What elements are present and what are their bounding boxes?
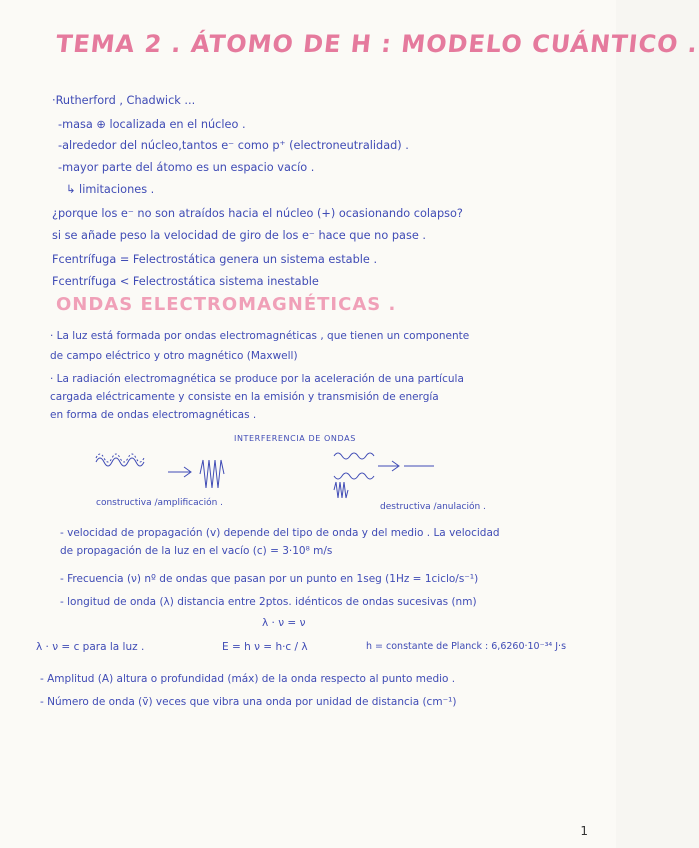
page-title: TEMA 2 . ÁTOMO DE H : MODELO CUÁNTICO . — [54, 30, 699, 58]
bullet-line: - velocidad de propagación (v) depende del tipo de onda y del medio . La velocidad — [60, 527, 500, 539]
paragraph-line: de campo eléctrico y otro magnético (Maxwell) — [50, 350, 298, 362]
force-line: Fcentrífuga = Felectrostática genera un sistema estable . — [52, 253, 378, 266]
formula-mid: E = h ν = h·c / λ — [222, 641, 308, 653]
bullet-line: ↳ limitaciones . — [66, 183, 155, 196]
bullet-line: - Amplitud (A) altura o profundidad (máx) de la onda respecto al punto medio . — [40, 673, 456, 685]
formula-right: h = constante de Planck : 6,6260·10⁻³⁴ J·s — [366, 641, 567, 652]
intro-line: ·Rutherford , Chadwick ... — [52, 94, 196, 107]
bullet-line: -masa ⊕ localizada en el núcleo . — [58, 118, 246, 131]
formula-left: λ · ν = c para la luz . — [36, 641, 145, 653]
diagram-caption-right: destructiva /anulación . — [380, 502, 486, 512]
diagram-caption-left: constructiva /amplificación . — [96, 498, 224, 508]
diagram-title: INTERFERENCIA DE ONDAS — [234, 434, 356, 443]
question-line: si se añade peso la velocidad de giro de los e⁻ hace que no pase . — [52, 229, 426, 242]
bullet-line: -alrededor del núcleo,tantos e⁻ como p⁺ (electroneutralidad) . — [58, 139, 409, 152]
bullet-line: - Frecuencia (ν) nº de ondas que pasan por un punto en 1seg (1Hz = 1ciclo/s⁻¹) — [60, 573, 479, 585]
bullet-line: -mayor parte del átomo es un espacio vacío . — [58, 161, 315, 174]
bullet-line: - longitud de onda (λ) distancia entre 2ptos. idénticos de ondas sucesivas (nm) — [60, 596, 477, 608]
formula-top: λ · ν = ν — [262, 617, 306, 629]
paragraph-line: · La radiación electromagnética se produce por la aceleración de una partícula — [50, 373, 464, 385]
force-line: Fcentrífuga < Felectrostática sistema inestable — [52, 275, 319, 288]
paragraph-line: en forma de ondas electromagnéticas . — [50, 409, 257, 421]
paragraph-line: · La luz está formada por ondas electromagnéticas , que tienen un componente — [50, 330, 470, 342]
interference-diagram — [0, 440, 616, 530]
question-line: ¿porque los e⁻ no son atraídos hacia el núcleo (+) ocasionando colapso? — [52, 207, 463, 220]
bullet-line: - Número de onda (ṽ) veces que vibra una onda por unidad de distancia (cm⁻¹) — [40, 696, 457, 708]
bullet-line: de propagación de la luz en el vacío (c) = 3·10⁸ m/s — [60, 545, 333, 557]
page-number: 1 — [580, 824, 588, 838]
section-heading: ONDAS ELECTROMAGNÉTICAS . — [56, 294, 397, 315]
paragraph-line: cargada eléctricamente y consiste en la emisión y transmisión de energía — [50, 391, 439, 403]
